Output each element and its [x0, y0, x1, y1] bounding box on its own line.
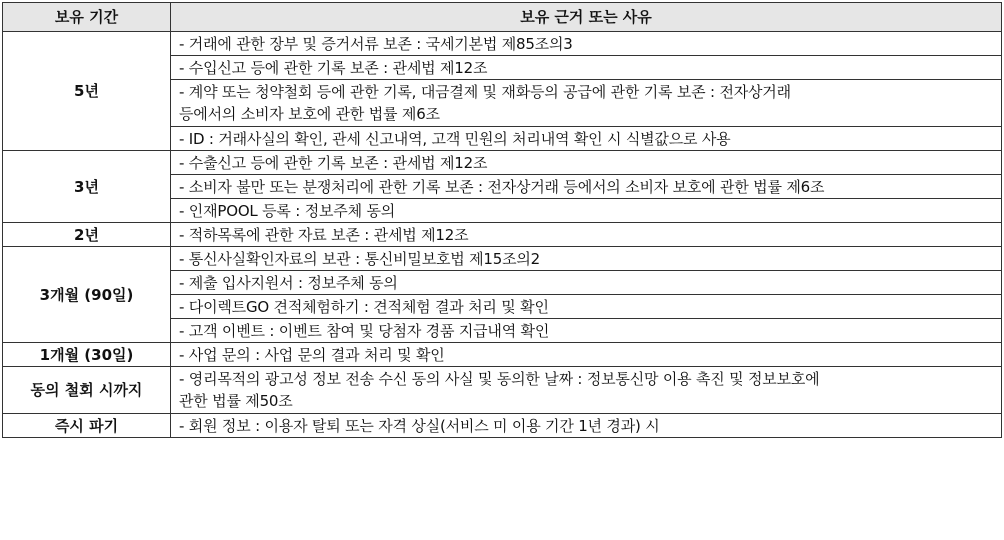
reason-text-line: - 인재POOL 등록 : 정보주체 동의 — [179, 201, 396, 220]
retention-reason-cell — [171, 295, 1002, 319]
reason-text-line: - 영리목적의 광고성 정보 전송 수신 동의 사실 및 동의한 날짜 : 정보통신망 이용 촉진 및 정보보호에 — [179, 370, 820, 388]
reason-text-line: - 통신사실확인자료의 보관 : 통신비밀보호법 제15조의2 — [179, 249, 541, 268]
retention-reason-cell — [171, 247, 1002, 271]
reason-text-line: 관한 법률 제50조 — [179, 392, 293, 410]
table-row — [3, 247, 1002, 271]
header-reason: 보유 근거 또는 사유 — [171, 3, 1002, 32]
table-row — [3, 223, 1002, 247]
retention-reason-cell — [171, 175, 1002, 199]
reason-text-line: - 사업 문의 : 사업 문의 결과 처리 및 확인 — [179, 345, 445, 364]
retention-reason-cell — [171, 199, 1002, 223]
retention-period-cell: 2년 — [3, 223, 171, 247]
reason-text-line: - 다이렉트GO 견적체험하기 : 견적체험 결과 처리 및 확인 — [179, 297, 549, 316]
table-row — [3, 151, 1002, 175]
retention-period-cell: 동의 철회 시까지 — [3, 367, 171, 414]
table-row — [3, 414, 1002, 438]
retention-table — [2, 2, 1002, 438]
retention-reason-cell — [171, 80, 1002, 127]
reason-text-line: - 회원 정보 : 이용자 탈퇴 또는 자격 상실(서비스 미 이용 기간 1년 경과) 시 — [179, 416, 660, 435]
reason-text-line: - 수출신고 등에 관한 기록 보존 : 관세법 제12조 — [179, 153, 488, 172]
reason-text-line: - ID : 거래사실의 확인, 관세 신고내역, 고객 민원의 처리내역 확인 시 식별값으로 사용 — [179, 129, 731, 148]
retention-reason-cell — [171, 271, 1002, 295]
retention-reason-cell — [171, 414, 1002, 438]
reason-text-line: - 거래에 관한 장부 및 증거서류 보존 : 국세기본법 제85조의3 — [179, 34, 573, 53]
retention-period-cell: 5년 — [3, 32, 171, 151]
reason-text-line: - 소비자 불만 또는 분쟁처리에 관한 기록 보존 : 전자상거래 등에서의 소비자 보호에 관한 법률 제6조 — [179, 177, 825, 196]
retention-reason-cell — [171, 127, 1002, 151]
retention-reason-cell — [171, 32, 1002, 56]
table-row — [3, 367, 1002, 414]
retention-reason-cell — [171, 56, 1002, 80]
table-body — [3, 32, 1002, 438]
retention-reason-cell — [171, 223, 1002, 247]
retention-reason-cell — [171, 367, 1002, 414]
retention-period-cell: 1개월 (30일) — [3, 343, 171, 367]
retention-reason-cell — [171, 343, 1002, 367]
header-row — [3, 3, 1002, 32]
reason-text-line: - 계약 또는 청약철회 등에 관한 기록, 대금결제 및 재화등의 공급에 관한 기록 보존 : 전자상거래 — [179, 83, 791, 101]
table-row — [3, 32, 1002, 56]
reason-text-line: - 적하목록에 관한 자료 보존 : 관세법 제12조 — [179, 225, 469, 244]
header-period: 보유 기간 — [3, 3, 171, 32]
retention-reason-cell — [171, 151, 1002, 175]
retention-period-cell: 3년 — [3, 151, 171, 223]
table-row — [3, 343, 1002, 367]
retention-period-cell: 3개월 (90일) — [3, 247, 171, 343]
retention-reason-cell — [171, 319, 1002, 343]
retention-period-cell: 즉시 파기 — [3, 414, 171, 438]
reason-text-line: - 제출 입사지원서 : 정보주체 동의 — [179, 273, 398, 292]
reason-text-line: 등에서의 소비자 보호에 관한 법률 제6조 — [179, 105, 440, 123]
reason-text-line: - 고객 이벤트 : 이벤트 참여 및 당첨자 경품 지급내역 확인 — [179, 321, 550, 340]
reason-text-line: - 수입신고 등에 관한 기록 보존 : 관세법 제12조 — [179, 58, 488, 77]
